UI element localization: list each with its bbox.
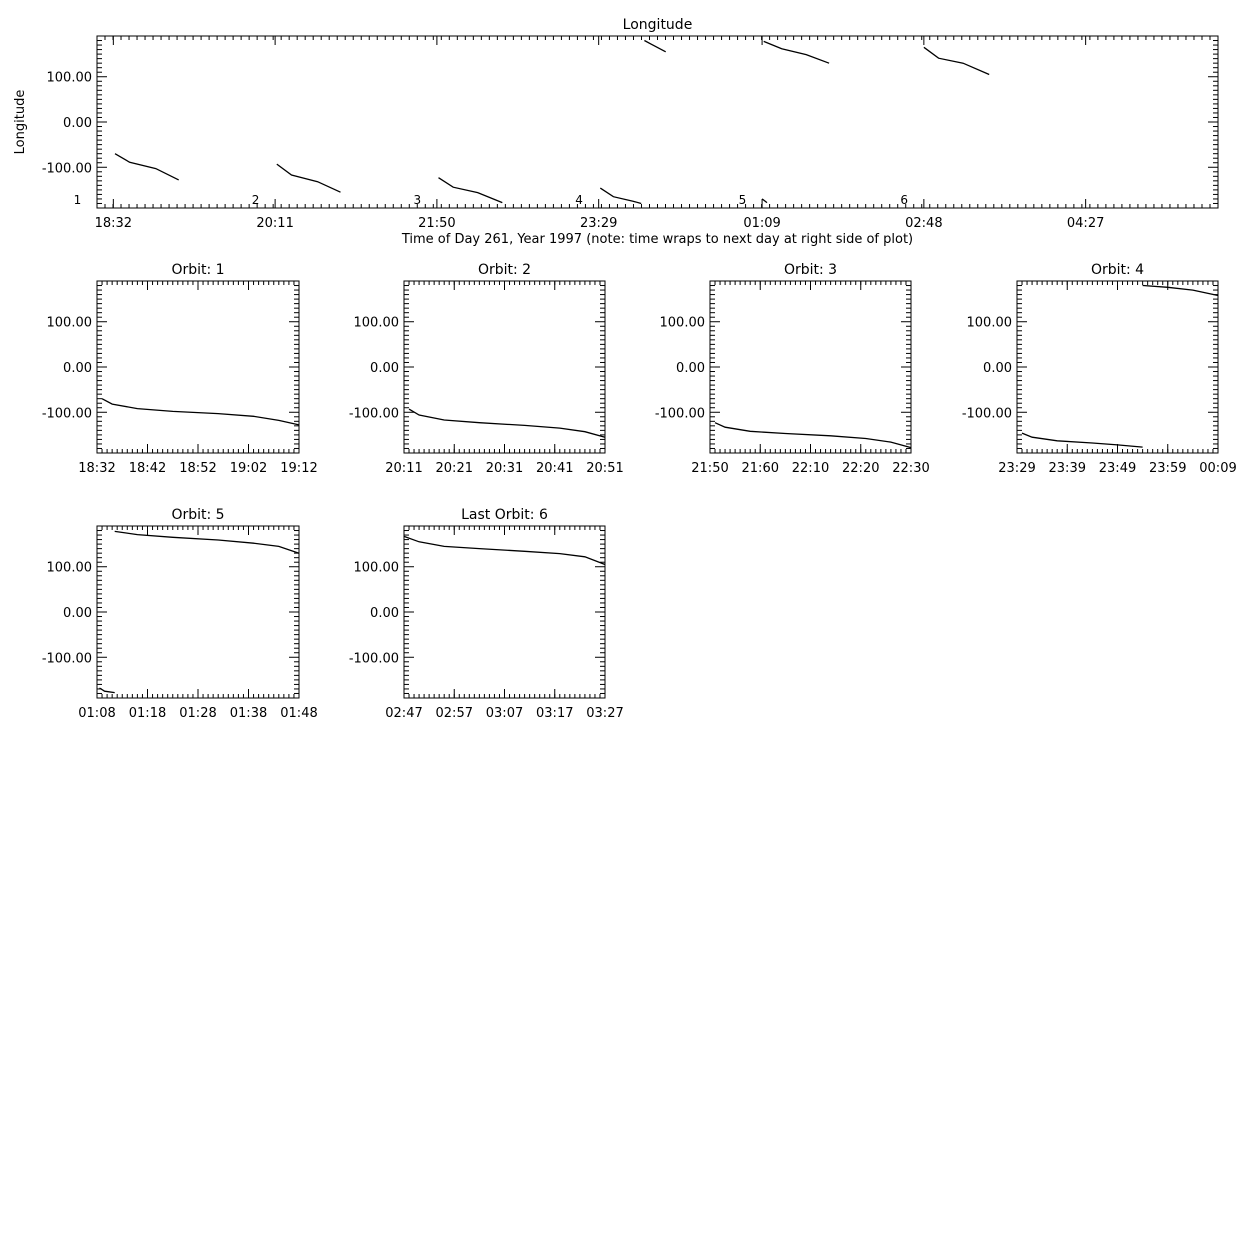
y-tick-label: 100.00	[966, 315, 1012, 331]
chart-panel-3	[349, 262, 624, 476]
orbit-number-label: 6	[900, 193, 909, 207]
y-tick-label: 100.00	[353, 315, 399, 331]
x-tick-label: 21:50	[691, 461, 729, 476]
y-tick-label: -100.00	[41, 651, 92, 667]
y-tick-label: 0.00	[63, 116, 92, 131]
y-tick-label: -100.00	[961, 406, 1012, 422]
x-tick-label: 01:38	[229, 706, 268, 721]
x-tick-label: 22:30	[892, 461, 930, 476]
x-tick-label: 22:20	[842, 461, 880, 476]
x-tick-label: 01:18	[128, 706, 167, 721]
series-line-1	[409, 409, 605, 437]
y-tick-label: 0.00	[63, 361, 92, 376]
x-tick-label: 01:08	[78, 706, 116, 721]
chart-panel-6	[42, 507, 318, 721]
x-tick-label: 01:28	[179, 706, 217, 721]
x-tick-label: 20:11	[256, 216, 294, 231]
x-tick-label: 04:27	[1066, 216, 1105, 231]
x-tick-label: 18:32	[94, 216, 133, 231]
x-tick-label: 23:29	[579, 216, 618, 231]
x-tick-label: 18:32	[78, 461, 116, 476]
orbit-number-label: 3	[413, 193, 422, 207]
chart-title: Longitude	[622, 17, 693, 33]
plot-frame	[97, 526, 299, 698]
series-line-3	[439, 178, 503, 203]
chart-title: Orbit: 2	[477, 262, 532, 278]
y-tick-label: -100.00	[348, 406, 399, 422]
y-tick-label: 0.00	[63, 606, 92, 621]
chart-panel-7	[349, 507, 624, 721]
y-tick-label: 100.00	[353, 560, 399, 576]
x-tick-label: 03:07	[485, 706, 524, 721]
chart-panel-2	[42, 262, 318, 476]
x-tick-label: 23:59	[1149, 461, 1187, 476]
x-tick-label: 23:39	[1048, 461, 1086, 476]
series-line-5	[644, 41, 665, 52]
x-tick-label: 21:50	[418, 216, 456, 231]
orbit-number-label: 5	[738, 193, 747, 207]
x-tick-label: 20:51	[586, 461, 624, 476]
series-line-8	[924, 47, 989, 74]
plot-frame	[97, 281, 299, 453]
y-tick-label: -100.00	[41, 406, 92, 422]
series-line-6	[762, 199, 767, 203]
chart-panel-4	[655, 262, 930, 476]
y-tick-label: -100.00	[348, 651, 399, 667]
y-tick-label: 0.00	[370, 606, 399, 621]
chart-title: Orbit: 3	[783, 262, 838, 278]
x-tick-label: 20:11	[385, 461, 423, 476]
series-line-1	[115, 154, 179, 180]
x-tick-label: 18:52	[179, 461, 217, 476]
chart-title: Orbit: 4	[1090, 262, 1145, 278]
x-tick-label: 23:29	[998, 461, 1036, 476]
y-tick-label: -100.00	[41, 161, 92, 177]
plot-frame	[404, 526, 605, 698]
x-tick-label: 19:02	[229, 461, 268, 476]
orbit-number-label: 2	[251, 193, 260, 207]
x-tick-label: 19:12	[280, 461, 318, 476]
x-tick-label: 21:60	[741, 461, 779, 476]
chart-panel-1	[13, 17, 1218, 247]
orbit-number-label: 1	[73, 193, 82, 207]
y-tick-label: 0.00	[983, 361, 1012, 376]
y-tick-label: 0.00	[370, 361, 399, 376]
x-tick-label: 22:10	[791, 461, 830, 476]
orbit-number-label: 4	[575, 193, 583, 207]
x-tick-label: 02:57	[435, 706, 473, 721]
chart-panel-5	[962, 262, 1237, 476]
plot-frame	[404, 281, 605, 453]
chart-title: Orbit: 5	[171, 507, 225, 523]
plot-frame	[710, 281, 911, 453]
series-line-2	[115, 531, 299, 553]
x-tick-label: 20:41	[536, 461, 574, 476]
x-tick-label: 02:48	[905, 216, 943, 231]
plot-frame	[1017, 281, 1218, 453]
x-tick-label: 18:42	[128, 461, 167, 476]
x-tick-label: 23:49	[1098, 461, 1137, 476]
series-line-4	[600, 188, 641, 203]
x-tick-label: 00:09	[1199, 461, 1237, 476]
series-line-1	[100, 688, 115, 693]
x-tick-label: 01:48	[280, 706, 318, 721]
y-tick-label: 100.00	[659, 315, 705, 331]
series-line-1	[1022, 433, 1143, 447]
series-line-1	[715, 423, 911, 448]
y-tick-label: 100.00	[46, 70, 92, 86]
series-line-2	[1143, 286, 1218, 296]
x-tick-label: 03:17	[536, 706, 574, 721]
x-tick-label: 02:47	[385, 706, 423, 721]
series-line-7	[764, 41, 829, 63]
x-axis-label: Time of Day 261, Year 1997 (note: time wraps to next day at right side of plot)	[401, 232, 914, 247]
y-tick-label: 0.00	[676, 361, 705, 376]
y-tick-label: -100.00	[654, 406, 705, 422]
series-line-1	[102, 399, 299, 425]
x-tick-label: 20:21	[435, 461, 473, 476]
y-axis-label: Longitude	[13, 89, 28, 155]
x-tick-label: 01:09	[743, 216, 781, 231]
x-tick-label: 03:27	[586, 706, 624, 721]
chart-title: Orbit: 1	[171, 262, 225, 278]
y-tick-label: 100.00	[46, 315, 92, 331]
x-tick-label: 20:31	[485, 461, 524, 476]
plot-frame	[97, 36, 1218, 208]
series-line-2	[277, 164, 341, 192]
series-line-1	[404, 536, 605, 564]
chart-title: Last Orbit: 6	[461, 507, 548, 523]
y-tick-label: 100.00	[46, 560, 92, 576]
